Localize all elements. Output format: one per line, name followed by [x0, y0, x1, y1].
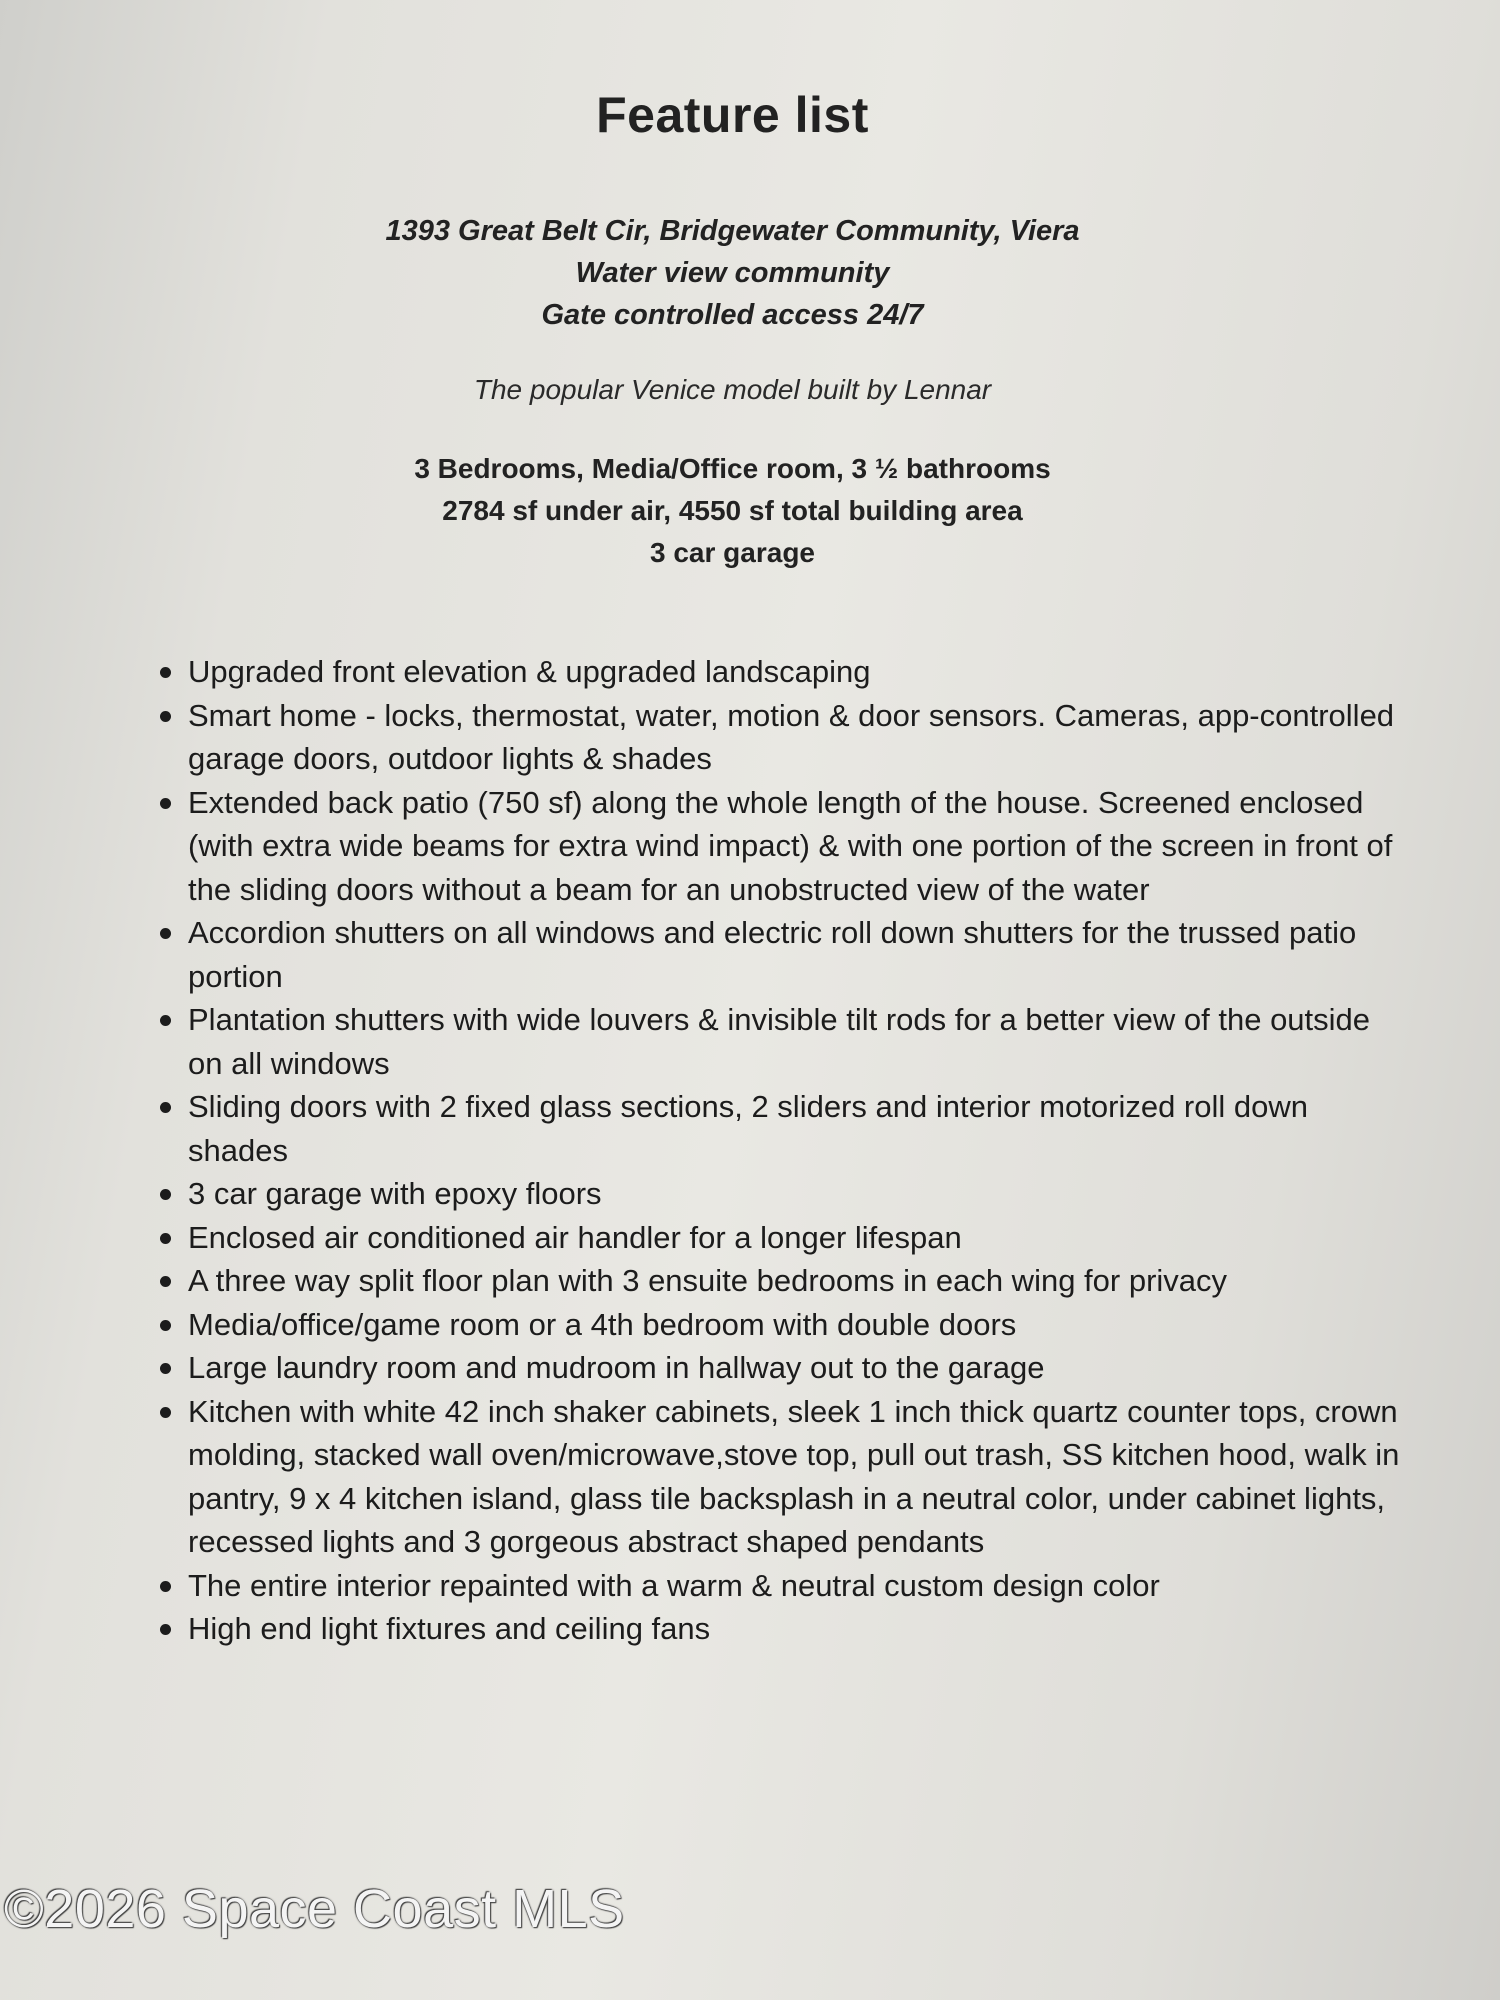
bullet-icon — [160, 1407, 171, 1418]
list-item: Large laundry room and mudroom in hallway out to the garage — [110, 1346, 1400, 1390]
area-line: 2784 sf under air, 4550 sf total building area — [442, 495, 1023, 526]
address-header — [0, 210, 1465, 336]
address-line: 1393 Great Belt Cir, Bridgewater Community, Viera — [385, 215, 1080, 247]
bullet-icon — [160, 1581, 171, 1592]
bullet-icon — [160, 1320, 171, 1331]
list-item: Smart home - locks, thermostat, water, motion & door sensors. Cameras, app-controlled garage doors, outdoor lights & shades — [110, 694, 1400, 781]
list-item: High end light fixtures and ceiling fans — [110, 1607, 1400, 1651]
model-line: The popular Venice model built by Lennar — [473, 374, 992, 405]
list-item: 3 car garage with epoxy floors — [110, 1172, 1400, 1216]
bullet-icon — [160, 1102, 171, 1113]
list-item: Plantation shutters with wide louvers & invisible tilt rods for a better view of the outside on all windows — [110, 998, 1400, 1085]
list-item: Kitchen with white 42 inch shaker cabinets, sleek 1 inch thick quartz counter tops, crown molding, stacked wall oven/microwave,stove top, pull out trash, SS kitchen hood, walk in pantry, 9 x 4 kitchen island, glass tile backsplash in a neutral color, under cabinet lights, recessed lights and 3 gorgeous abstract shaped pendants — [110, 1390, 1400, 1564]
bullet-icon — [160, 1233, 171, 1244]
bullet-icon — [160, 711, 171, 722]
bullet-icon — [160, 1276, 171, 1287]
list-item: Upgraded front elevation & upgraded landscaping — [110, 650, 1400, 694]
list-item: Sliding doors with 2 fixed glass sections, 2 sliders and interior motorized roll down shades — [110, 1085, 1400, 1172]
bullet-icon — [160, 798, 171, 809]
bullet-icon — [160, 1189, 171, 1200]
community-line: Water view community — [575, 257, 890, 289]
bullet-icon — [160, 1015, 171, 1026]
list-item: Extended back patio (750 sf) along the whole length of the house. Screened enclosed (with extra wide beams for extra wind impact) & with one portion of the screen in front of the sliding doors without a beam for an unobstructed view of the water — [110, 781, 1400, 912]
rooms-line: 3 Bedrooms, Media/Office room, 3 ½ bathrooms — [414, 453, 1051, 484]
copyright-watermark: ©2026 Space Coast MLS — [4, 1879, 625, 1939]
list-item: The entire interior repainted with a warm & neutral custom design color — [110, 1564, 1400, 1608]
bullet-icon — [160, 928, 171, 939]
list-item: Accordion shutters on all windows and electric roll down shutters for the trussed patio portion — [110, 911, 1400, 998]
feature-list — [110, 650, 1400, 1651]
list-item: Media/office/game room or a 4th bedroom with double doors — [110, 1303, 1400, 1347]
page-title: Feature list — [596, 87, 869, 143]
bullet-icon — [160, 667, 171, 678]
garage-line: 3 car garage — [650, 537, 815, 568]
bullet-icon — [160, 1624, 171, 1635]
list-item: A three way split floor plan with 3 ensuite bedrooms in each wing for privacy — [110, 1259, 1400, 1303]
specs-block — [0, 448, 1465, 574]
list-item: Enclosed air conditioned air handler for a longer lifespan — [110, 1216, 1400, 1260]
access-line: Gate controlled access 24/7 — [541, 299, 924, 331]
bullet-icon — [160, 1363, 171, 1374]
